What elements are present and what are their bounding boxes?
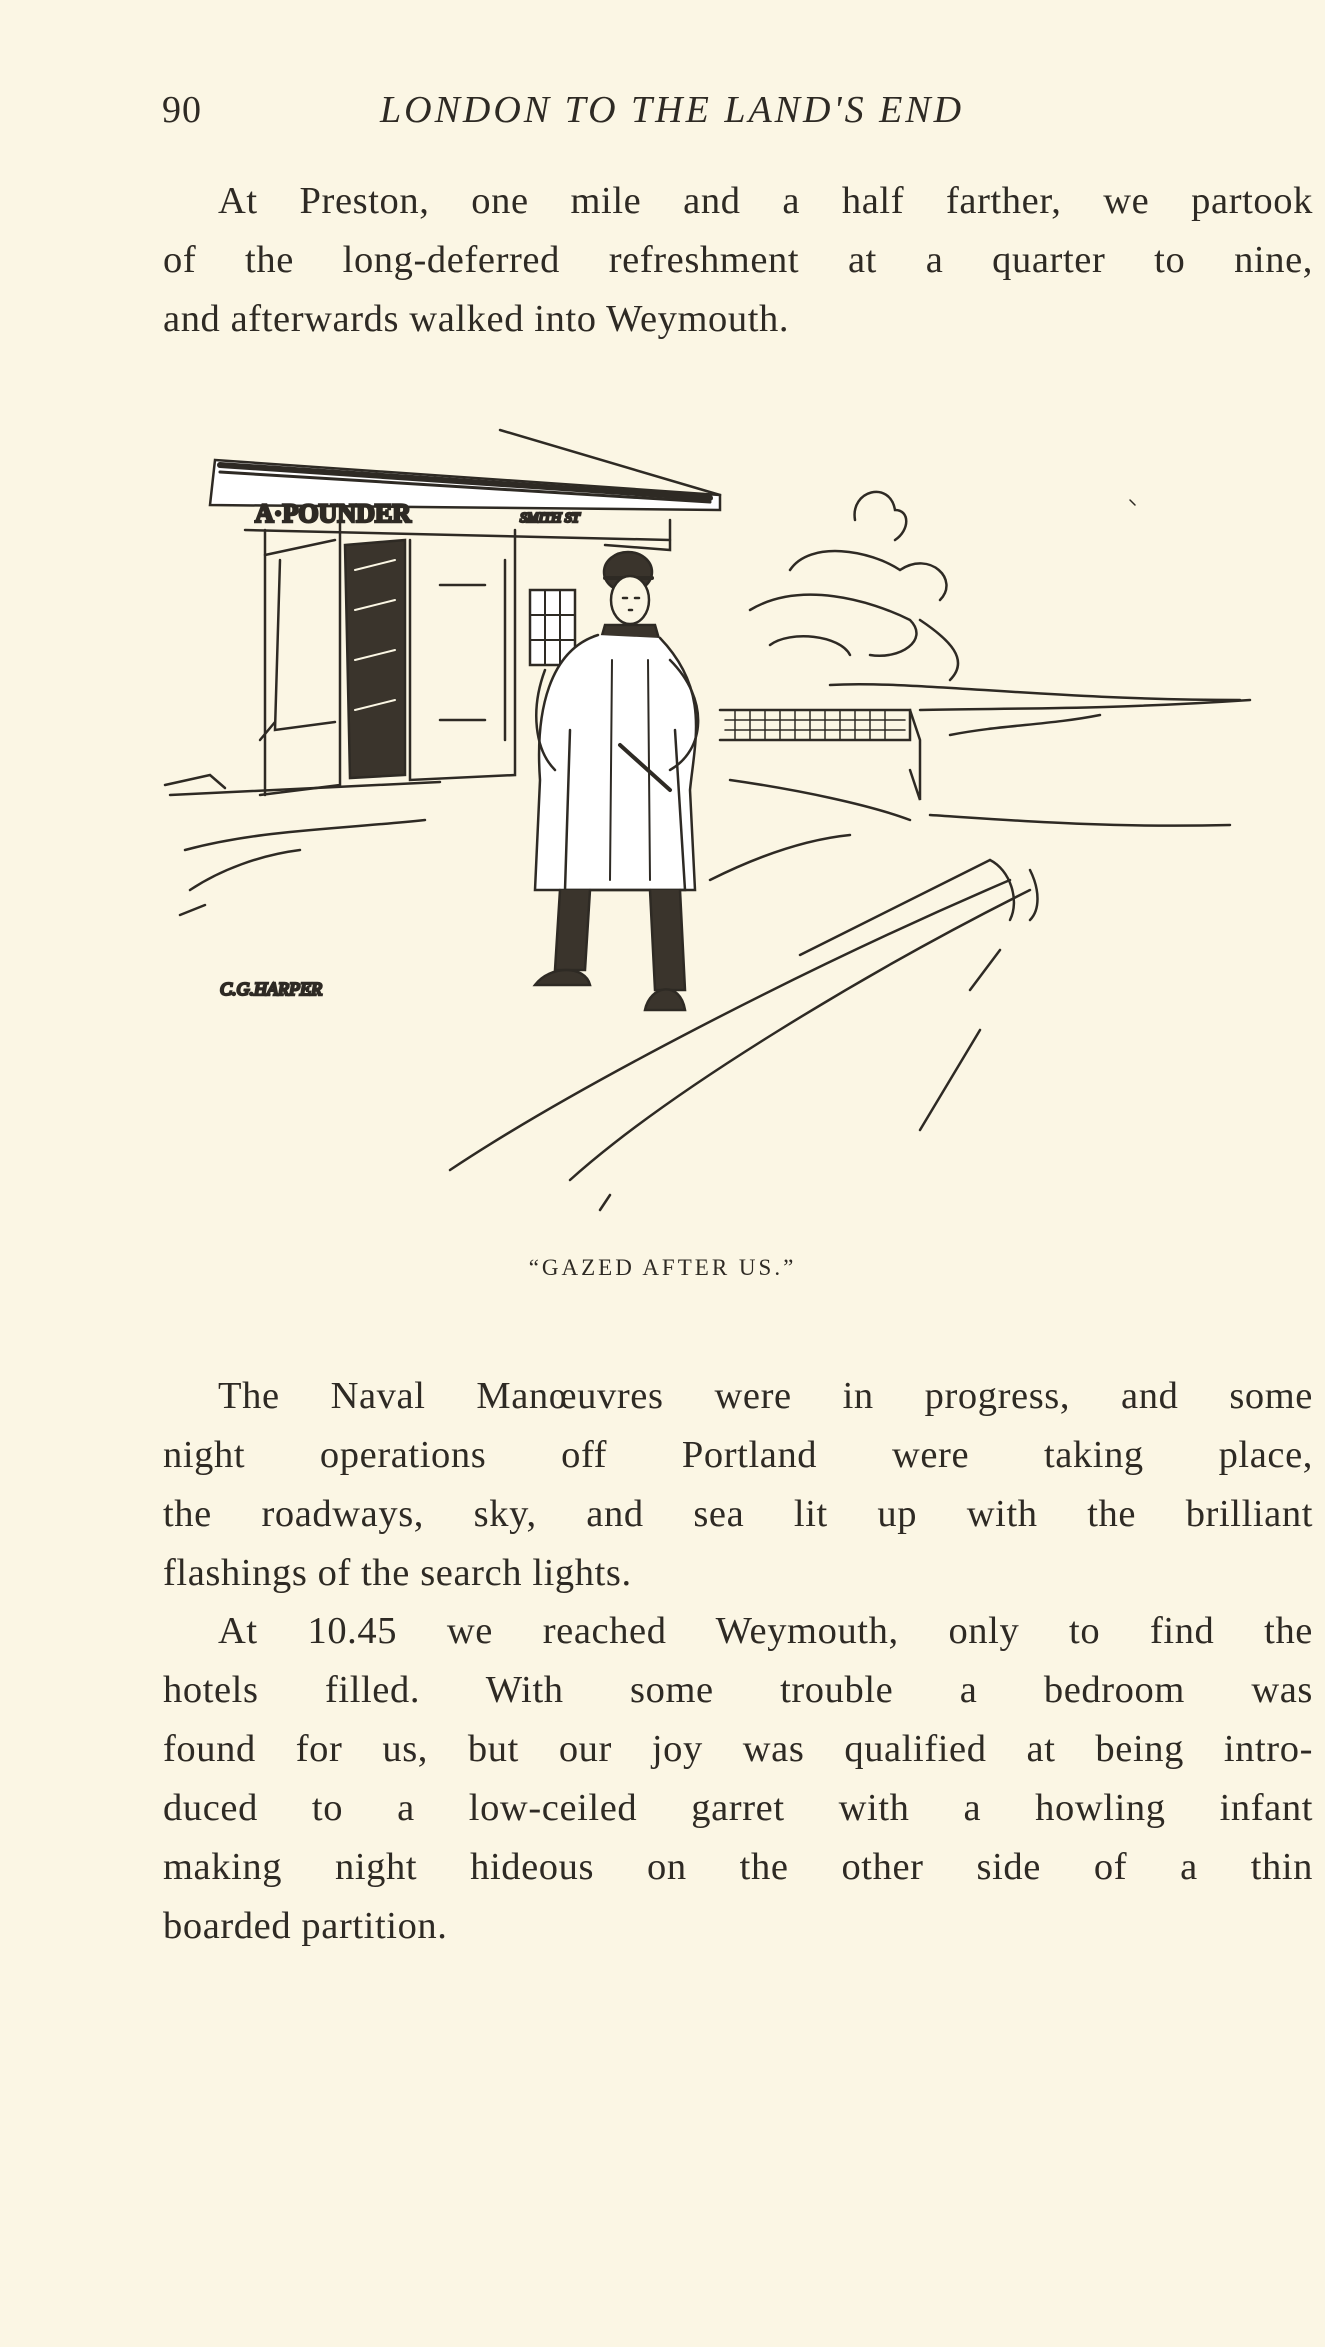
- paragraph-1: [163, 172, 1313, 349]
- artist-signature: C.G.HARPER: [220, 979, 322, 999]
- paragraph-line: At Preston, one mile and a half farther, we partook: [218, 180, 1313, 222]
- paragraph-line: found for us, but our joy was qualified at being intro-: [163, 1728, 1313, 1770]
- paragraph-line: making night hideous on the other side of a thin: [163, 1846, 1313, 1888]
- paragraph-line: night operations off Portland were taking place,: [163, 1434, 1313, 1476]
- paragraph-line: The Naval Manœuvres were in progress, and some: [218, 1375, 1313, 1417]
- paragraph-line: boarded partition.: [163, 1905, 448, 1947]
- paragraph-line: the roadways, sky, and sea lit up with the brilliant: [163, 1493, 1313, 1535]
- shop-sign-text: A·POUNDER: [255, 499, 411, 528]
- paragraph-2: [163, 1367, 1313, 1603]
- paragraph-line: of the long-deferred refreshment at a quarter to nine,: [163, 239, 1313, 281]
- running-title: LONDON TO THE LAND'S END: [380, 89, 965, 131]
- page-number: 90: [162, 89, 202, 131]
- paragraph-line: and afterwards walked into Weymouth.: [163, 298, 790, 340]
- paragraph-3: [163, 1602, 1313, 1956]
- illustration-caption: “GAZED AFTER US.”: [528, 1255, 797, 1280]
- illustration-gazed-after-us: [150, 410, 1260, 1230]
- paragraph-line: At 10.45 we reached Weymouth, only to find the: [218, 1610, 1313, 1652]
- paragraph-line: duced to a low-ceiled garret with a howling infant: [163, 1787, 1313, 1829]
- paragraph-line: hotels filled. With some trouble a bedroom was: [163, 1669, 1313, 1711]
- shop-sign-small-text: SMITH ST: [520, 511, 580, 526]
- paragraph-line: flashings of the search lights.: [163, 1552, 632, 1594]
